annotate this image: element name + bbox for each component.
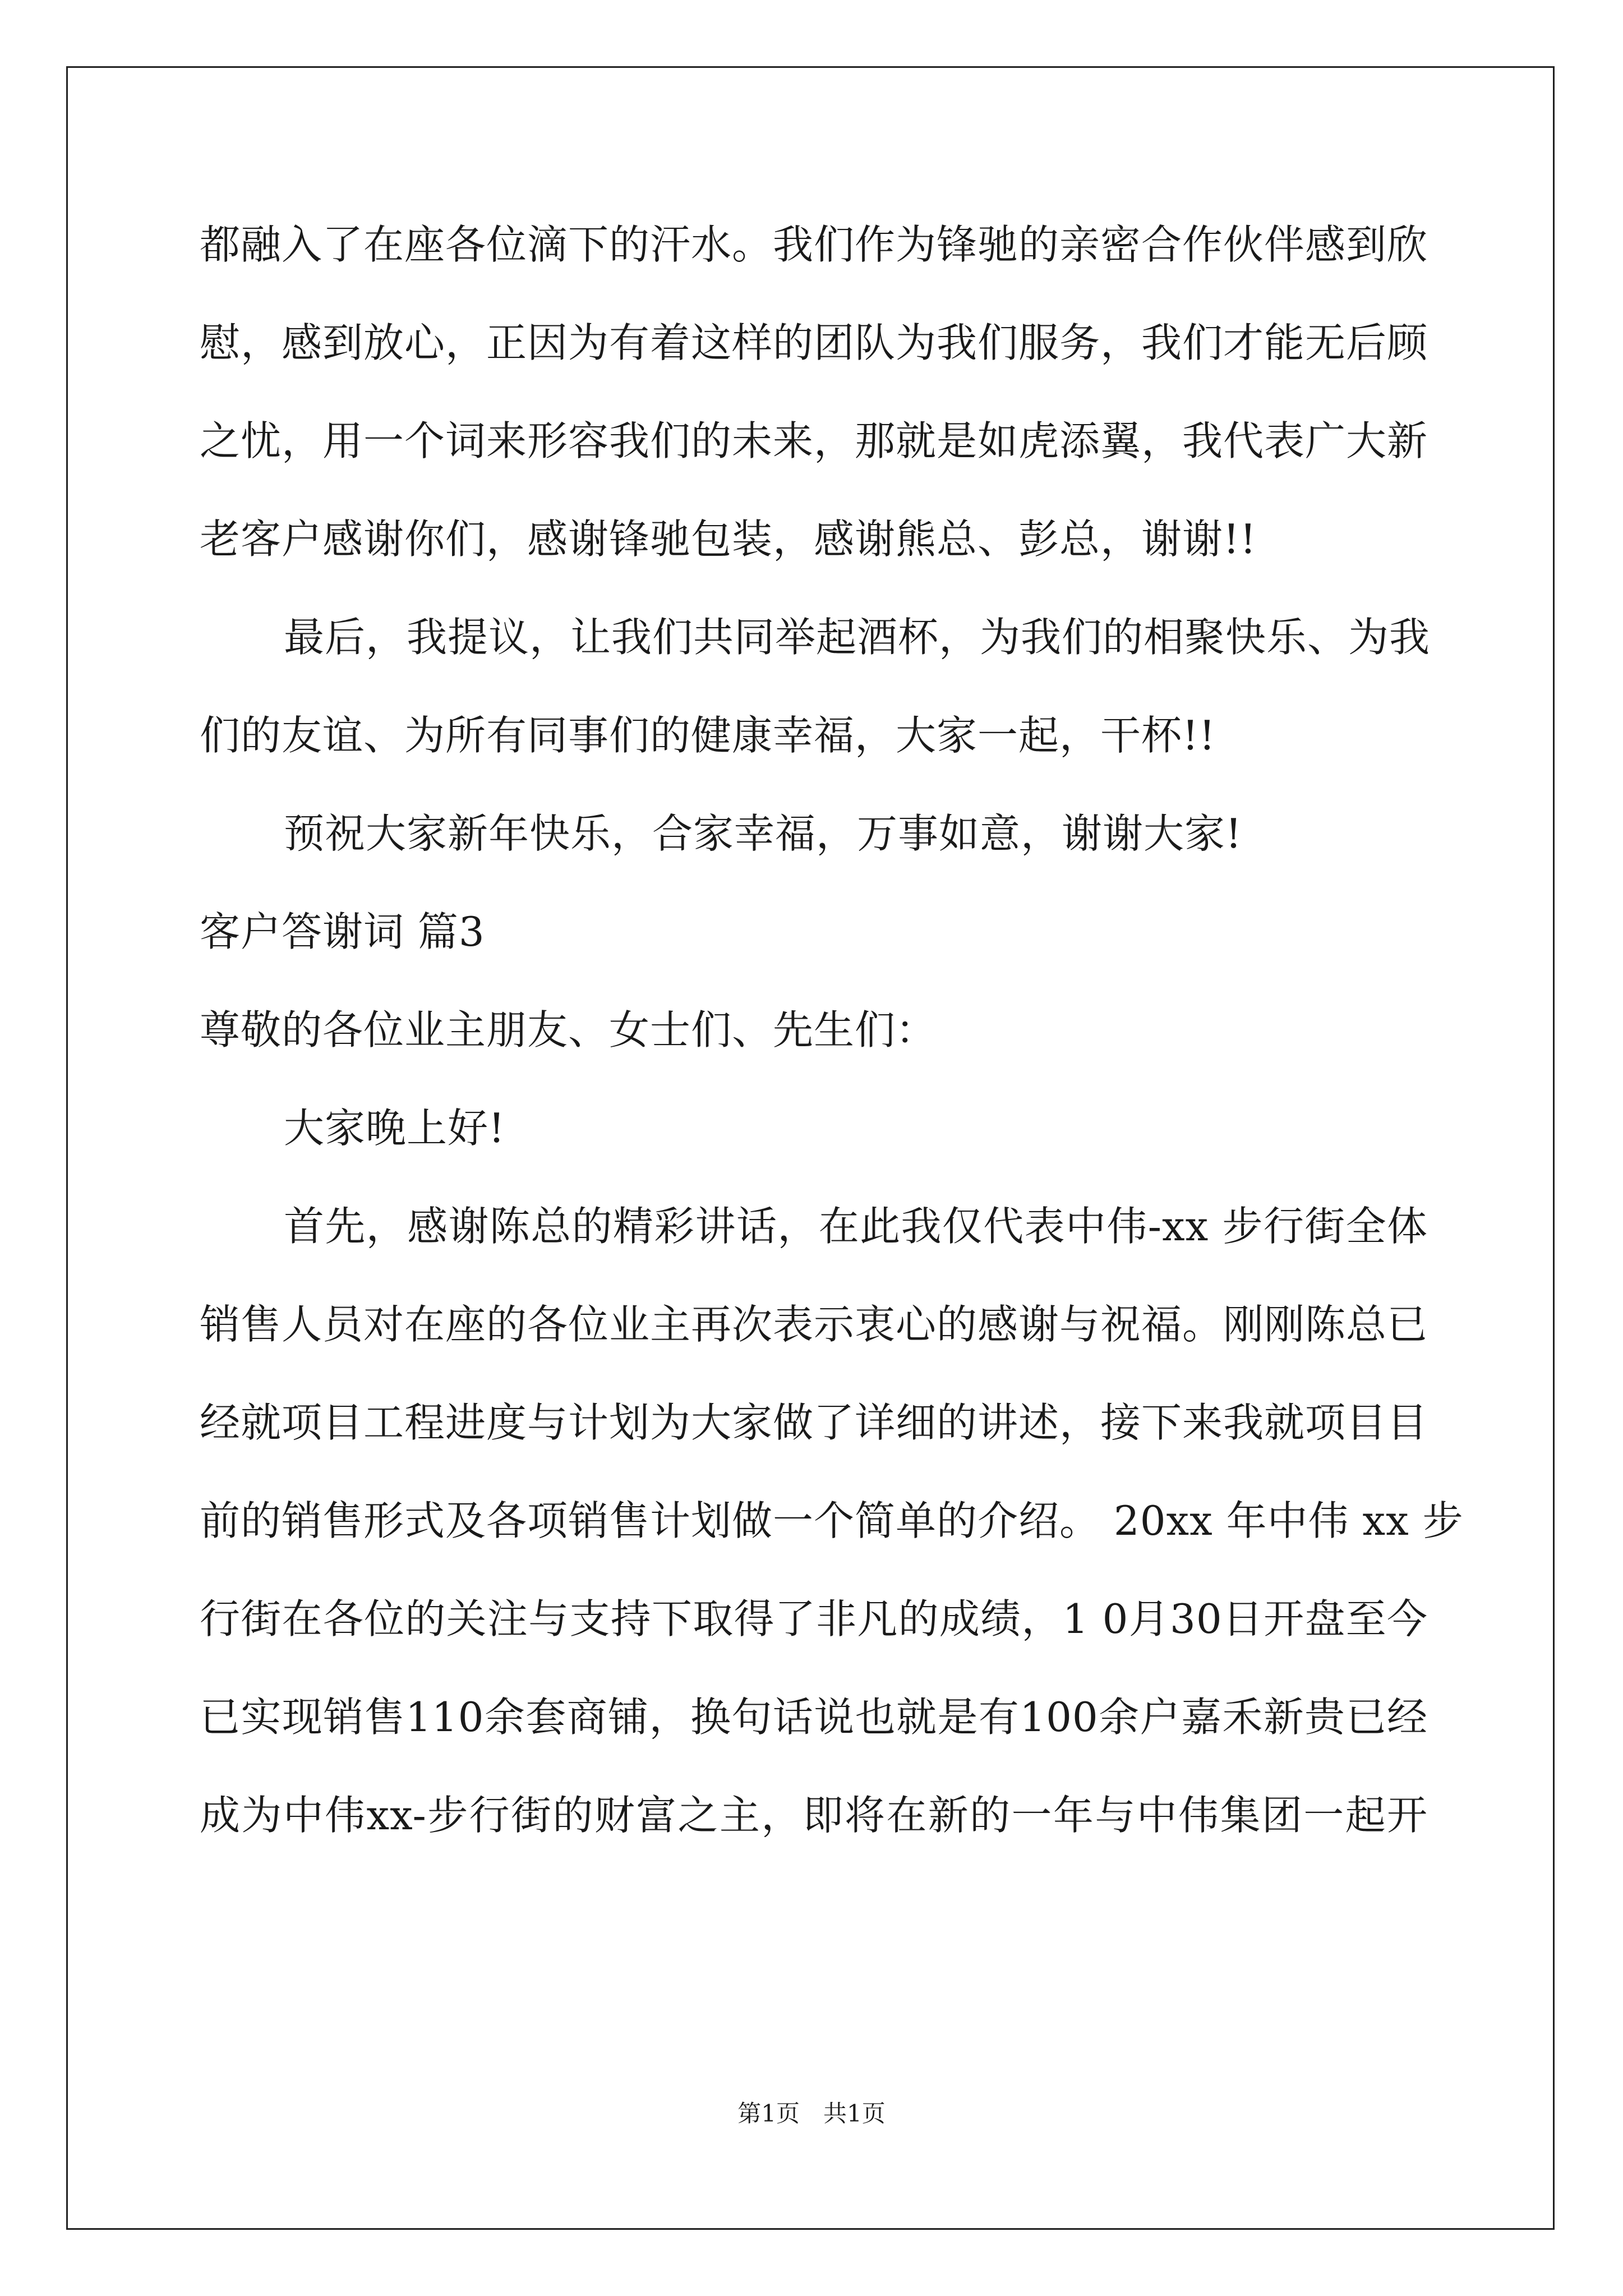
text-line: 前的销售形式及各项销售计划做一个简单的介绍。 20xx 年中伟 xx 步 [200,1497,1464,1544]
text-line: 老客户感谢你们，感谢锋驰包装，感谢熊总、彭总，谢谢!! [200,516,1257,563]
text-line: 成为中伟xx-步行街的财富之主，即将在新的一年与中伟集团一起开 [200,1792,1428,1839]
document-body [200,213,1464,1882]
text-line: 都融入了在座各位滴下的汗水。我们作为锋驰的亲密合作伙伴感到欣 [200,221,1428,268]
text-line: 最后，我提议，让我们共同举起酒杯，为我们的相聚快乐、为我 [284,614,1431,661]
page-footer: 第1页 共1页 [737,2100,886,2127]
text-line: 经就项目工程进度与计划为大家做了详细的讲述，接下来我就项目目 [200,1399,1428,1446]
text-line: 客户答谢词 篇3 [200,908,485,955]
text-line: 慰，感到放心，正因为有着这样的团队为我们服务，我们才能无后顾 [200,319,1428,366]
text-line: 尊敬的各位业主朋友、女士们、先生们： [200,1006,937,1053]
text-line: 行街在各位的关注与支持下取得了非凡的成绩，1 0月30日开盘至今 [200,1595,1428,1642]
text-line: 首先，感谢陈总的精彩讲话，在此我仅代表中伟-xx 步行街全体 [284,1203,1428,1250]
text-line: 们的友谊、为所有同事们的健康幸福，大家一起，干杯!! [200,712,1216,759]
text-line: 大家晚上好! [284,1105,505,1152]
text-line: 销售人员对在座的各位业主再次表示衷心的感谢与祝福。刚刚陈总已 [200,1301,1428,1348]
text-line: 之忧，用一个词来形容我们的未来，那就是如虎添翼，我代表广大新 [200,417,1428,464]
text-line: 已实现销售110余套商铺，换句话说也就是有100余户嘉禾新贵已经 [200,1694,1428,1741]
text-line: 预祝大家新年快乐，合家幸福，万事如意，谢谢大家! [284,810,1242,857]
